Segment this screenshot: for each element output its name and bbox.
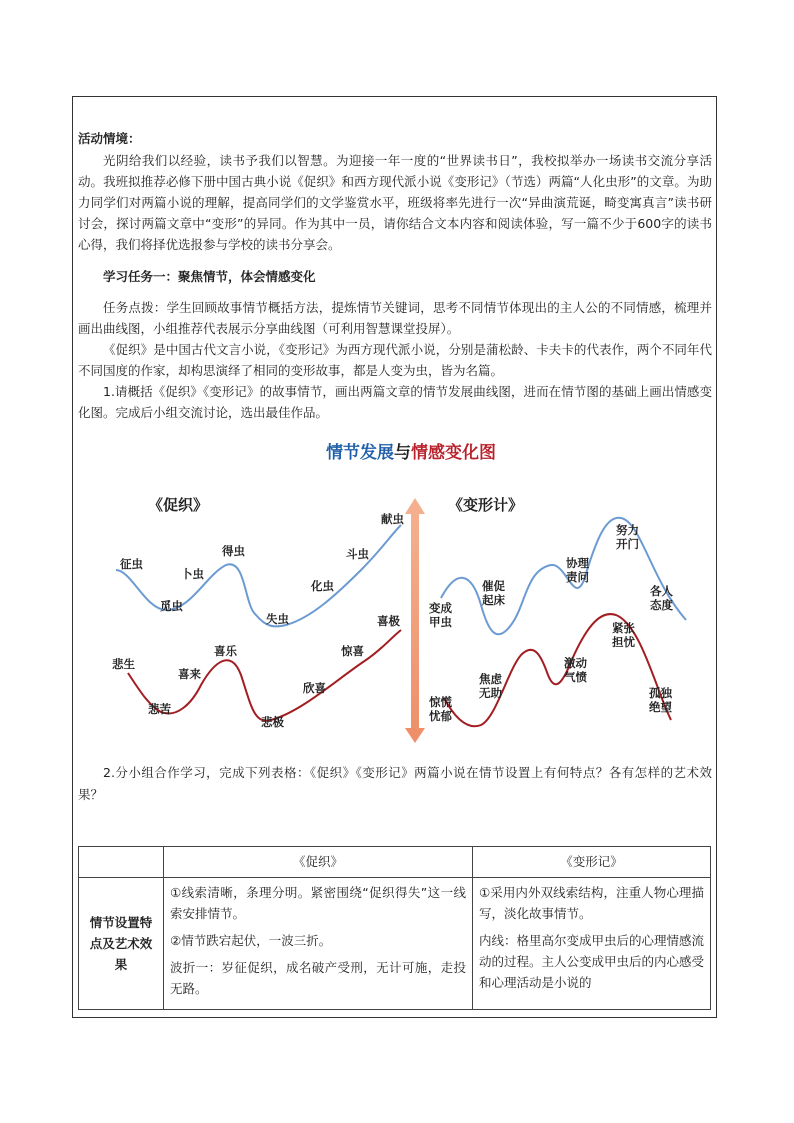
bianxingji-plot-label <box>429 601 452 629</box>
bianxingji-emotion-label <box>612 621 635 649</box>
bianxingji-plot-label <box>616 523 639 551</box>
svg-text:协理: 协理 <box>566 556 589 570</box>
left-book-title: 《促织》 <box>148 496 209 514</box>
double-arrow-icon <box>405 498 425 743</box>
cuzhi-plot-label: 卜虫 <box>181 567 204 581</box>
bianxingji-plot-curve <box>441 518 686 635</box>
svg-text:气愤: 气愤 <box>564 670 587 684</box>
cuzhi-emotion-label: 欣喜 <box>303 681 326 695</box>
svg-text:起床: 起床 <box>482 593 505 607</box>
cuzhi-emotion-label: 惊喜 <box>341 644 364 658</box>
task1-heading: 学习任务一：聚焦情节，体会情感变化 <box>103 269 316 284</box>
svg-text:催促: 催促 <box>482 579 505 593</box>
bianxingji-point-2: 内线：格里高尔变成甲虫后的心理情感流动的过程。主人公变成甲虫后的内心感受和心理活动是小说的 <box>479 933 705 990</box>
cuzhi-plot-label: 斗虫 <box>346 547 369 561</box>
svg-text:激动: 激动 <box>564 656 587 670</box>
table-row-head: 情节设置特点及艺术效果 <box>79 878 164 1010</box>
bianxingji-emotion-label <box>564 656 587 684</box>
diagram-title-part1: 情节发展 <box>326 443 394 463</box>
table-cell-cuzhi <box>164 878 473 1010</box>
svg-text:惊慌: 惊慌 <box>429 695 452 709</box>
cuzhi-point-3: 波折一：岁征促织，成名破产受刑，无计可施，走投无路。 <box>170 960 466 996</box>
cuzhi-point-2: ②情节跌宕起伏，一波三折。 <box>170 933 332 948</box>
comparison-table <box>78 846 711 1010</box>
svg-text:态度: 态度 <box>650 598 673 612</box>
svg-text:绝望: 绝望 <box>649 700 672 714</box>
svg-text:孤独: 孤独 <box>649 686 672 700</box>
task1-note: 《促织》是中国古代文言小说，《变形记》为西方现代派小说，分别是蒲松龄、卡夫卡的代表作，两个不同年代不同国度的作家，却构思演绎了相同的变形故事，都是人变为虫，皆为名篇。 <box>78 342 712 378</box>
bianxingji-emotion-curve <box>444 614 671 726</box>
task2-section <box>78 762 712 806</box>
svg-text:忧郁: 忧郁 <box>429 709 452 723</box>
bianxingji-emotion-label <box>649 686 672 714</box>
intro-section <box>78 128 712 255</box>
diagram-title-part2: 与 <box>394 443 411 463</box>
task1-tip: 任务点拨：学生回顾故事情节概括方法，提炼情节关键词，思考不同情节体现出的主人公的不同情感，梳理并画出曲线图，小组推荐代表展示分享曲线图（可利用智慧课堂投屏）。 <box>78 300 712 336</box>
cuzhi-plot-label: 化虫 <box>311 579 334 593</box>
task1-section <box>78 266 712 423</box>
cuzhi-plot-curve <box>116 525 401 626</box>
activity-heading: 活动情境： <box>78 131 141 146</box>
cuzhi-emotion-label: 悲苦 <box>148 702 171 716</box>
cuzhi-plot-label: 献虫 <box>381 512 404 526</box>
bianxingji-emotion-label <box>429 695 452 723</box>
svg-text:各人: 各人 <box>650 584 673 598</box>
cuzhi-plot-label: 征虫 <box>120 557 143 571</box>
cuzhi-plot-label: 得虫 <box>222 544 245 558</box>
svg-text:开门: 开门 <box>616 537 639 551</box>
svg-text:紧张: 紧张 <box>612 621 635 635</box>
table-cell-bianxingji <box>473 878 711 1010</box>
table-row <box>79 878 711 1010</box>
bianxingji-point-1: ①采用内外双线索结构，注重人物心理描写，淡化故事情节。 <box>479 885 704 921</box>
table-col-cuzhi: 《促织》 <box>164 847 473 878</box>
plot-emotion-diagram <box>96 430 716 750</box>
svg-text:焦虑: 焦虑 <box>479 672 502 686</box>
right-book-title: 《变形计》 <box>448 496 524 514</box>
table-header-row <box>79 847 711 878</box>
svg-text:变成: 变成 <box>429 601 452 615</box>
diagram-title-part3: 情感变化图 <box>411 443 496 463</box>
svg-text:甲虫: 甲虫 <box>429 615 452 629</box>
diagram-title <box>326 442 496 463</box>
bianxingji-plot-label <box>650 584 673 612</box>
svg-text:努力: 努力 <box>616 523 639 537</box>
table-corner-cell <box>79 847 164 878</box>
bianxingji-plot-label <box>482 579 505 607</box>
bianxingji-emotion-label <box>479 672 502 700</box>
table-col-bianxingji: 《变形记》 <box>473 847 711 878</box>
cuzhi-point-1: ①线索清晰，条理分明。紧密围绕“促织得失”这一线索安排情节。 <box>170 885 466 921</box>
task1-question: 1.请概括《促织》《变形记》的故事情节，画出两篇文章的情节发展曲线图，进而在情节图的基础上画出情感变化图。完成后小组交流讨论，选出最佳作品。 <box>78 384 712 420</box>
cuzhi-emotion-label: 喜乐 <box>214 644 237 658</box>
cuzhi-emotion-label: 悲生 <box>112 657 135 671</box>
cuzhi-plot-label: 失虫 <box>266 612 289 626</box>
cuzhi-plot-label: 觅虫 <box>160 599 183 613</box>
intro-paragraph: 光阴给我们以经验，读书予我们以智慧。为迎接一年一度的“世界读书日”，我校拟举办一场读书交流分享活动。我班拟推荐必修下册中国古典小说《促织》和西方现代派小说《变形记》（节选）两篇“人化虫形”的文章。为助力同学们对两篇小说的理解，提高同学们的文学鉴赏水平，班级将率先进行一次“异曲演荒诞，畸变寓真言”读书研讨会，探讨两篇文章中“变形”的异同。作为其中一员，请你结合文本内容和阅读体验，写一篇不少于600字的读书心得，我们将择优选报参与学校的读书分享会。 <box>78 153 712 252</box>
cuzhi-emotion-label: 悲极 <box>261 715 284 729</box>
cuzhi-emotion-label: 喜来 <box>178 667 201 681</box>
svg-text:无助: 无助 <box>479 686 502 700</box>
svg-text:责问: 责问 <box>566 570 589 584</box>
bianxingji-plot-label <box>566 556 589 584</box>
cuzhi-emotion-label: 喜极 <box>377 614 400 628</box>
svg-text:担忧: 担忧 <box>612 635 635 649</box>
task2-question: 2.分小组合作学习，完成下列表格：《促织》《变形记》两篇小说在情节设置上有何特点？各有怎样的艺术效果？ <box>78 765 712 802</box>
